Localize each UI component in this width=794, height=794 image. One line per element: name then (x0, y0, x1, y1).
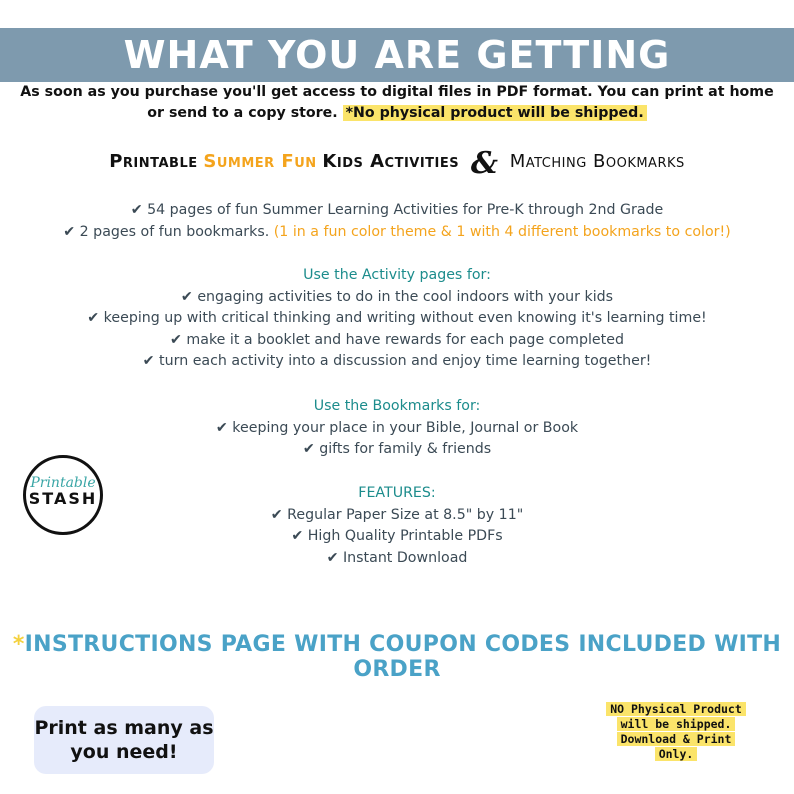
list-item: ✔ turn each activity into a discussion and enjoy time learning together! (142, 353, 652, 369)
list-item: ✔ 54 pages of fun Summer Learning Activities for Pre-K through 2nd Grade (130, 202, 664, 218)
list-item: ✔ make it a booklet and have rewards for each page completed (170, 331, 624, 348)
intro-line-2-plain: or send to a copy store. (147, 105, 343, 121)
no-physical-line-1: NO Physical Product (606, 702, 746, 716)
list-item: ✔ gifts for family & friends (302, 441, 492, 457)
intro-line-2 (0, 103, 794, 124)
product-title (0, 146, 794, 181)
activity-uses-section (0, 265, 794, 373)
asterisk-icon: * (12, 632, 25, 657)
activity-uses-heading: Use the Activity pages for: (303, 267, 491, 283)
list-item: ✔ High Quality Printable PDFs (291, 528, 503, 544)
print-as-many-badge (34, 706, 214, 774)
logo-bold-text: STASH (28, 489, 98, 508)
features-section (0, 483, 794, 569)
no-physical-line-3: Download & Print (617, 732, 736, 746)
contents-item2-highlight: (1 in a fun color theme & 1 with 4 different bookmarks to color!) (273, 223, 731, 240)
instructions-note (0, 632, 794, 682)
intro-line-1: As soon as you purchase you'll get access to digital files in PDF format. You can print at home (20, 84, 774, 100)
page-title: WHAT YOU ARE GETTING (123, 33, 671, 77)
product-kids-activities: Kids Activities (322, 151, 460, 172)
no-physical-line-4: Only. (655, 747, 698, 761)
contents-list (0, 200, 794, 243)
ampersand: & (470, 146, 498, 181)
no-physical-line-2: will be shipped. (617, 717, 736, 731)
list-item: ✔ Regular Paper Size at 8.5" by 11" (270, 506, 524, 523)
list-item: ✔ Instant Download (326, 549, 468, 566)
no-physical-product-note (596, 702, 756, 762)
contents-item2-plain: ✔ 2 pages of fun bookmarks. (63, 223, 274, 240)
instructions-text: INSTRUCTIONS PAGE WITH COUPON CODES INCLUDED WITH ORDER (24, 632, 782, 682)
print-badge-line-1: Print as many as (34, 717, 214, 739)
header-banner (0, 28, 794, 82)
bookmark-uses-heading: Use the Bookmarks for: (313, 398, 481, 414)
printable-stash-logo (23, 455, 103, 535)
list-item (0, 222, 794, 244)
intro-text (0, 82, 794, 124)
no-shipping-highlight: *No physical product will be shipped. (343, 105, 647, 121)
product-matching-bookmarks: Matching Bookmarks (509, 151, 685, 172)
features-heading: FEATURES: (358, 485, 436, 501)
bookmark-uses-section (0, 396, 794, 461)
list-item: ✔ keeping your place in your Bible, Journal or Book (215, 419, 579, 436)
list-item: ✔ engaging activities to do in the cool indoors with your kids (180, 288, 614, 305)
print-badge-line-2: you need! (70, 741, 178, 763)
product-printable: Printable (109, 151, 198, 172)
logo-script-text: Printable (30, 475, 96, 491)
product-summer-fun: Summer Fun (203, 151, 317, 172)
list-item: ✔ keeping up with critical thinking and writing without even knowing it's learning time! (87, 310, 707, 326)
